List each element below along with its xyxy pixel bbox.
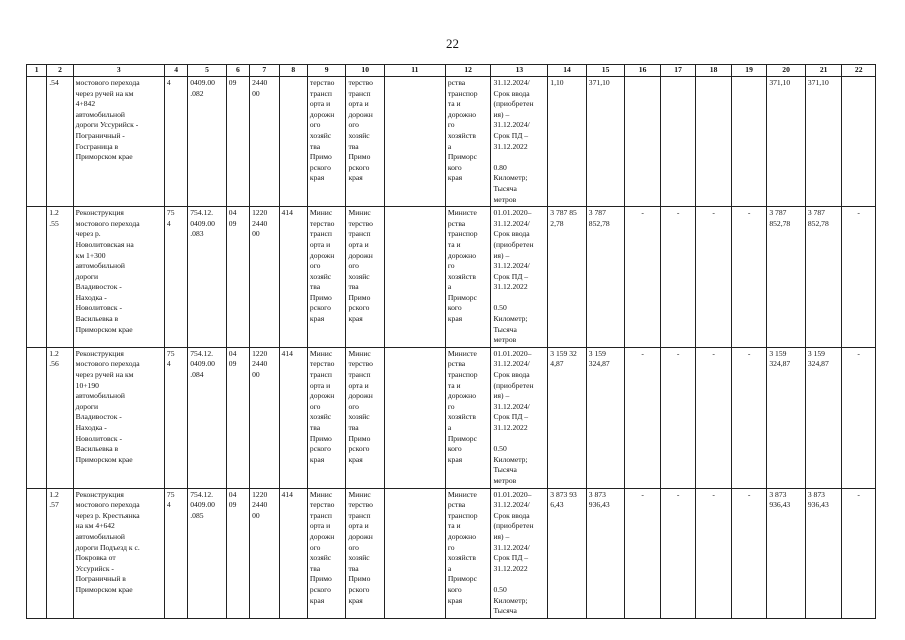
table-row	[27, 347, 876, 488]
table-cell: -	[731, 347, 767, 488]
table-cell: 31.12.2024/ Срок ввода (приобретен ия) – 31.12.2024/ Срок ПД – 31.12.2022 0.80 Километр; Тысяча метров	[491, 77, 548, 207]
table-cell: Министе рства транспор та и дорожно го хозяйств а Приморс кого края	[445, 207, 491, 348]
table-cell: мостового перехода через ручей на км 4+842 автомобильной дороги Уссурийск - Пограничный - Госграница в Приморском крае	[73, 77, 164, 207]
column-header: 8	[279, 65, 307, 77]
table-cell	[625, 77, 661, 207]
column-header: 12	[445, 65, 491, 77]
table-cell	[384, 207, 445, 348]
table-cell: -	[625, 347, 661, 488]
table-cell: 1.2 .55	[47, 207, 73, 348]
column-header: 4	[164, 65, 187, 77]
table-cell: Минис терство трансп орта и дорожн ого хозяйс тва Примо рского края	[346, 488, 385, 618]
table-cell: терство трансп орта и дорожн ого хозяйс тва Примо рского края	[307, 77, 346, 207]
column-header: 19	[731, 65, 767, 77]
table-cell: 3 787 852,78	[767, 207, 806, 348]
table-cell: 4	[164, 77, 187, 207]
column-header: 18	[696, 65, 732, 77]
table-cell: 3 787 852,78	[586, 207, 625, 348]
column-header: 1	[27, 65, 47, 77]
column-header: 20	[767, 65, 806, 77]
table-row	[27, 207, 876, 348]
column-header: 2	[47, 65, 73, 77]
table-cell: -	[625, 207, 661, 348]
table-cell: -	[625, 488, 661, 618]
table-cell: терство трансп орта и дорожн ого хозяйс тва Примо рского края	[346, 77, 385, 207]
column-header: 7	[250, 65, 279, 77]
table-cell: Реконструкция мостового перехода через р. Крестьянка на км 4+642 автомобильной дороги Подъезд к с. Покровка от Уссурийск - Пограничный в Приморском крае	[73, 488, 164, 618]
table-cell	[660, 77, 696, 207]
table-cell: 1.2 .56	[47, 347, 73, 488]
table-cell	[27, 488, 47, 618]
table-cell: 1,10	[548, 77, 587, 207]
table-cell: 3 787 85 2,78	[548, 207, 587, 348]
table-cell: 75 4	[164, 207, 187, 348]
table-cell: 75 4	[164, 488, 187, 618]
table-cell: 01.01.2020– 31.12.2024/ Срок ввода (приобретен ия) – 31.12.2024/ Срок ПД – 31.12.2022 0.50 Километр; Тысяча метров	[491, 347, 548, 488]
table-cell: рства транспор та и дорожно го хозяйств а Приморс кого края	[445, 77, 491, 207]
column-header: 10	[346, 65, 385, 77]
table-cell: 3 873 93 6,43	[548, 488, 587, 618]
table-cell: 01.01.2020– 31.12.2024/ Срок ввода (приобретен ия) – 31.12.2024/ Срок ПД – 31.12.2022 0.50 Километр; Тысяча	[491, 488, 548, 618]
table-cell: 2440 00	[250, 77, 279, 207]
table-cell: 3 873 936,43	[805, 488, 842, 618]
column-header: 14	[548, 65, 587, 77]
table-cell: 0409.00 .082	[188, 77, 227, 207]
table-cell	[384, 77, 445, 207]
table-cell: 75 4	[164, 347, 187, 488]
table-cell: Минис терство трансп орта и дорожн ого хозяйс тва Примо рского края	[307, 207, 346, 348]
table-cell	[279, 77, 307, 207]
table-cell	[27, 347, 47, 488]
budget-table	[26, 64, 876, 619]
table-cell: .54	[47, 77, 73, 207]
column-header: 16	[625, 65, 661, 77]
table-cell: -	[696, 207, 732, 348]
table-cell	[384, 347, 445, 488]
table-cell: 3 159 324,87	[805, 347, 842, 488]
table-cell: Министе рства транспор та и дорожно го хозяйств а Приморс кого края	[445, 488, 491, 618]
column-header: 6	[226, 65, 249, 77]
table-cell: -	[842, 207, 876, 348]
table-cell: 01.01.2020– 31.12.2024/ Срок ввода (приобретен ия) – 31.12.2024/ Срок ПД – 31.12.2022 0.50 Километр; Тысяча метров	[491, 207, 548, 348]
table-cell: 3 159 324,87	[586, 347, 625, 488]
table-cell: 1220 2440 00	[250, 347, 279, 488]
table-cell: Минис терство трансп орта и дорожн ого хозяйс тва Примо рского края	[307, 488, 346, 618]
column-header: 15	[586, 65, 625, 77]
table-cell: Реконструкция мостового перехода через р. Новолитовская на км 1+300 автомобильной дороги Владивосток - Находка - Новолитовск - Васильевка в Приморском крае	[73, 207, 164, 348]
table-cell: -	[842, 347, 876, 488]
column-header: 21	[805, 65, 842, 77]
table-cell: 1.2 .57	[47, 488, 73, 618]
table-cell: 371,10	[586, 77, 625, 207]
table-cell: 3 159 32 4,87	[548, 347, 587, 488]
table-cell	[27, 77, 47, 207]
table-cell: 754.12. 0409.00 .084	[188, 347, 227, 488]
column-header: 3	[73, 65, 164, 77]
table-cell: -	[696, 488, 732, 618]
table-cell: -	[731, 488, 767, 618]
table-cell: Минис терство трансп орта и дорожн ого хозяйс тва Примо рского края	[346, 207, 385, 348]
table-cell: 1220 2440 00	[250, 488, 279, 618]
table-cell: Министе рства транспор та и дорожно го хозяйств а Приморс кого края	[445, 347, 491, 488]
table-row	[27, 488, 876, 618]
table-cell: 414	[279, 347, 307, 488]
table-cell	[731, 77, 767, 207]
column-header: 11	[384, 65, 445, 77]
table-cell: Реконструкция мостового перехода через ручей на км 10+190 автомобильной дороги Владивосток - Находка - Новолитовск - Васильевка в Приморском крае	[73, 347, 164, 488]
table-cell	[696, 77, 732, 207]
table-cell: Минис терство трансп орта и дорожн ого хозяйс тва Примо рского края	[346, 347, 385, 488]
table-cell: 3 787 852,78	[805, 207, 842, 348]
header-row	[27, 65, 876, 77]
table-cell: 1220 2440 00	[250, 207, 279, 348]
table-cell: 3 873 936,43	[586, 488, 625, 618]
table-cell: -	[660, 347, 696, 488]
column-header: 22	[842, 65, 876, 77]
table-cell	[27, 207, 47, 348]
page-number: 22	[446, 36, 459, 51]
table-cell: 754.12. 0409.00 .083	[188, 207, 227, 348]
table-cell: 3 159 324,87	[767, 347, 806, 488]
column-header: 5	[188, 65, 227, 77]
table-cell: -	[660, 207, 696, 348]
column-header: 9	[307, 65, 346, 77]
table-cell: Минис терство трансп орта и дорожн ого хозяйс тва Примо рского края	[307, 347, 346, 488]
table-cell: -	[731, 207, 767, 348]
table-cell: 414	[279, 488, 307, 618]
column-header: 13	[491, 65, 548, 77]
table-cell: 04 09	[226, 207, 249, 348]
table-cell: 371,10	[805, 77, 842, 207]
table-row	[27, 77, 876, 207]
table-cell: 371,10	[767, 77, 806, 207]
table-cell	[842, 77, 876, 207]
table-cell: 04 09	[226, 488, 249, 618]
table-cell: 3 873 936,43	[767, 488, 806, 618]
table-cell: -	[660, 488, 696, 618]
table-cell: 414	[279, 207, 307, 348]
table-cell: -	[696, 347, 732, 488]
column-header: 17	[660, 65, 696, 77]
table-cell	[384, 488, 445, 618]
table-cell: 04 09	[226, 347, 249, 488]
table-cell: -	[842, 488, 876, 618]
table-cell: 754.12. 0409.00 .085	[188, 488, 227, 618]
table-cell: 09	[226, 77, 249, 207]
